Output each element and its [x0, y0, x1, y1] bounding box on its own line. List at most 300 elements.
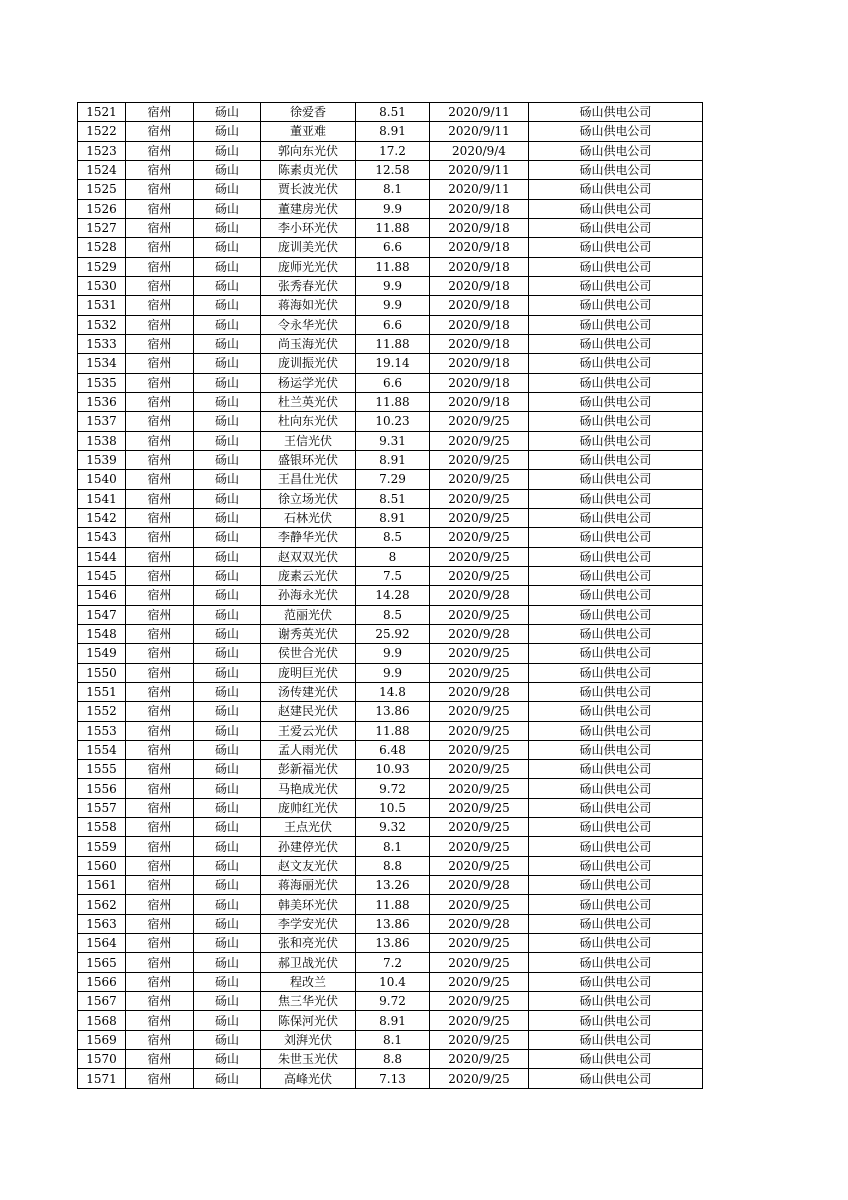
- county-cell: 砀山: [194, 450, 261, 469]
- company-cell: 砀山供电公司: [529, 334, 703, 353]
- city-cell: 宿州: [126, 354, 194, 373]
- owner-name-cell: 贾长波光伏: [261, 180, 356, 199]
- row-number-cell: 1555: [78, 760, 126, 779]
- date-cell: 2020/9/18: [430, 199, 529, 218]
- table-row: [78, 702, 703, 721]
- row-number-cell: 1558: [78, 818, 126, 837]
- capacity-cell: 9.72: [356, 992, 430, 1011]
- city-cell: 宿州: [126, 837, 194, 856]
- county-cell: 砀山: [194, 972, 261, 991]
- table-row: [78, 682, 703, 701]
- row-number-cell: 1571: [78, 1069, 126, 1088]
- date-cell: 2020/9/25: [430, 508, 529, 527]
- table-row: [78, 566, 703, 585]
- capacity-cell: 8.8: [356, 1050, 430, 1069]
- company-cell: 砀山供电公司: [529, 431, 703, 450]
- capacity-cell: 8.8: [356, 856, 430, 875]
- company-cell: 砀山供电公司: [529, 586, 703, 605]
- row-number-cell: 1532: [78, 315, 126, 334]
- table-row: [78, 392, 703, 411]
- county-cell: 砀山: [194, 837, 261, 856]
- city-cell: 宿州: [126, 624, 194, 643]
- company-cell: 砀山供电公司: [529, 1050, 703, 1069]
- row-number-cell: 1565: [78, 953, 126, 972]
- county-cell: 砀山: [194, 1050, 261, 1069]
- city-cell: 宿州: [126, 1069, 194, 1088]
- row-number-cell: 1529: [78, 257, 126, 276]
- date-cell: 2020/9/11: [430, 160, 529, 179]
- table-row: [78, 798, 703, 817]
- table-row: [78, 1011, 703, 1030]
- company-cell: 砀山供电公司: [529, 837, 703, 856]
- company-cell: 砀山供电公司: [529, 624, 703, 643]
- row-number-cell: 1563: [78, 914, 126, 933]
- city-cell: 宿州: [126, 122, 194, 141]
- date-cell: 2020/9/25: [430, 818, 529, 837]
- city-cell: 宿州: [126, 160, 194, 179]
- county-cell: 砀山: [194, 895, 261, 914]
- capacity-cell: 8.5: [356, 605, 430, 624]
- company-cell: 砀山供电公司: [529, 392, 703, 411]
- capacity-cell: 8.1: [356, 180, 430, 199]
- date-cell: 2020/9/18: [430, 334, 529, 353]
- date-cell: 2020/9/25: [430, 489, 529, 508]
- date-cell: 2020/9/28: [430, 682, 529, 701]
- row-number-cell: 1545: [78, 566, 126, 585]
- county-cell: 砀山: [194, 392, 261, 411]
- city-cell: 宿州: [126, 180, 194, 199]
- row-number-cell: 1559: [78, 837, 126, 856]
- capacity-cell: 13.26: [356, 876, 430, 895]
- company-cell: 砀山供电公司: [529, 895, 703, 914]
- county-cell: 砀山: [194, 702, 261, 721]
- date-cell: 2020/9/25: [430, 856, 529, 875]
- row-number-cell: 1548: [78, 624, 126, 643]
- owner-name-cell: 庞明巨光伏: [261, 663, 356, 682]
- city-cell: 宿州: [126, 334, 194, 353]
- table-row: [78, 315, 703, 334]
- company-cell: 砀山供电公司: [529, 663, 703, 682]
- row-number-cell: 1553: [78, 721, 126, 740]
- company-cell: 砀山供电公司: [529, 702, 703, 721]
- owner-name-cell: 焦三华光伏: [261, 992, 356, 1011]
- table-row: [78, 818, 703, 837]
- row-number-cell: 1524: [78, 160, 126, 179]
- county-cell: 砀山: [194, 315, 261, 334]
- owner-name-cell: 王昌仕光伏: [261, 470, 356, 489]
- city-cell: 宿州: [126, 547, 194, 566]
- city-cell: 宿州: [126, 876, 194, 895]
- table-row: [78, 721, 703, 740]
- company-cell: 砀山供电公司: [529, 1069, 703, 1088]
- capacity-cell: 9.9: [356, 663, 430, 682]
- county-cell: 砀山: [194, 876, 261, 895]
- table-row: [78, 141, 703, 160]
- county-cell: 砀山: [194, 238, 261, 257]
- owner-name-cell: 王信光伏: [261, 431, 356, 450]
- date-cell: 2020/9/18: [430, 218, 529, 237]
- owner-name-cell: 庞训振光伏: [261, 354, 356, 373]
- capacity-cell: 10.4: [356, 972, 430, 991]
- capacity-cell: 11.88: [356, 895, 430, 914]
- capacity-cell: 6.6: [356, 373, 430, 392]
- date-cell: 2020/9/25: [430, 528, 529, 547]
- date-cell: 2020/9/18: [430, 238, 529, 257]
- owner-name-cell: 李静华光伏: [261, 528, 356, 547]
- company-cell: 砀山供电公司: [529, 238, 703, 257]
- owner-name-cell: 赵双双光伏: [261, 547, 356, 566]
- owner-name-cell: 高峰光伏: [261, 1069, 356, 1088]
- city-cell: 宿州: [126, 605, 194, 624]
- county-cell: 砀山: [194, 721, 261, 740]
- city-cell: 宿州: [126, 528, 194, 547]
- company-cell: 砀山供电公司: [529, 103, 703, 122]
- row-number-cell: 1531: [78, 296, 126, 315]
- owner-name-cell: 张秀春光伏: [261, 276, 356, 295]
- capacity-cell: 17.2: [356, 141, 430, 160]
- owner-name-cell: 董建房光伏: [261, 199, 356, 218]
- table-row: [78, 160, 703, 179]
- capacity-cell: 8.91: [356, 450, 430, 469]
- city-cell: 宿州: [126, 470, 194, 489]
- capacity-cell: 7.5: [356, 566, 430, 585]
- date-cell: 2020/9/18: [430, 315, 529, 334]
- row-number-cell: 1561: [78, 876, 126, 895]
- city-cell: 宿州: [126, 740, 194, 759]
- date-cell: 2020/9/25: [430, 1011, 529, 1030]
- date-cell: 2020/9/25: [430, 837, 529, 856]
- city-cell: 宿州: [126, 276, 194, 295]
- company-cell: 砀山供电公司: [529, 296, 703, 315]
- date-cell: 2020/9/18: [430, 276, 529, 295]
- capacity-cell: 14.28: [356, 586, 430, 605]
- table-row: [78, 624, 703, 643]
- date-cell: 2020/9/25: [430, 760, 529, 779]
- row-number-cell: 1525: [78, 180, 126, 199]
- table-row: [78, 953, 703, 972]
- row-number-cell: 1570: [78, 1050, 126, 1069]
- date-cell: 2020/9/18: [430, 296, 529, 315]
- county-cell: 砀山: [194, 528, 261, 547]
- company-cell: 砀山供电公司: [529, 856, 703, 875]
- city-cell: 宿州: [126, 992, 194, 1011]
- table-row: [78, 856, 703, 875]
- table-row: [78, 508, 703, 527]
- city-cell: 宿州: [126, 702, 194, 721]
- city-cell: 宿州: [126, 760, 194, 779]
- row-number-cell: 1527: [78, 218, 126, 237]
- owner-name-cell: 庞素云光伏: [261, 566, 356, 585]
- date-cell: 2020/9/25: [430, 992, 529, 1011]
- county-cell: 砀山: [194, 663, 261, 682]
- table-row: [78, 779, 703, 798]
- city-cell: 宿州: [126, 141, 194, 160]
- capacity-cell: 9.32: [356, 818, 430, 837]
- county-cell: 砀山: [194, 779, 261, 798]
- county-cell: 砀山: [194, 760, 261, 779]
- owner-name-cell: 石林光伏: [261, 508, 356, 527]
- date-cell: 2020/9/25: [430, 431, 529, 450]
- county-cell: 砀山: [194, 489, 261, 508]
- company-cell: 砀山供电公司: [529, 934, 703, 953]
- capacity-cell: 7.29: [356, 470, 430, 489]
- date-cell: 2020/9/11: [430, 103, 529, 122]
- city-cell: 宿州: [126, 856, 194, 875]
- row-number-cell: 1543: [78, 528, 126, 547]
- owner-name-cell: 李学安光伏: [261, 914, 356, 933]
- date-cell: 2020/9/25: [430, 1030, 529, 1049]
- county-cell: 砀山: [194, 914, 261, 933]
- date-cell: 2020/9/28: [430, 876, 529, 895]
- city-cell: 宿州: [126, 798, 194, 817]
- date-cell: 2020/9/25: [430, 721, 529, 740]
- company-cell: 砀山供电公司: [529, 276, 703, 295]
- row-number-cell: 1544: [78, 547, 126, 566]
- owner-name-cell: 孟人雨光伏: [261, 740, 356, 759]
- row-number-cell: 1566: [78, 972, 126, 991]
- capacity-cell: 12.58: [356, 160, 430, 179]
- company-cell: 砀山供电公司: [529, 508, 703, 527]
- company-cell: 砀山供电公司: [529, 257, 703, 276]
- row-number-cell: 1564: [78, 934, 126, 953]
- company-cell: 砀山供电公司: [529, 818, 703, 837]
- city-cell: 宿州: [126, 953, 194, 972]
- date-cell: 2020/9/25: [430, 566, 529, 585]
- table-row: [78, 605, 703, 624]
- owner-name-cell: 汤传建光伏: [261, 682, 356, 701]
- owner-name-cell: 郝卫战光伏: [261, 953, 356, 972]
- city-cell: 宿州: [126, 644, 194, 663]
- table-row: [78, 1030, 703, 1049]
- company-cell: 砀山供电公司: [529, 876, 703, 895]
- capacity-cell: 25.92: [356, 624, 430, 643]
- owner-name-cell: 庞师光光伏: [261, 257, 356, 276]
- city-cell: 宿州: [126, 257, 194, 276]
- company-cell: 砀山供电公司: [529, 1030, 703, 1049]
- row-number-cell: 1538: [78, 431, 126, 450]
- table-row: [78, 296, 703, 315]
- county-cell: 砀山: [194, 1030, 261, 1049]
- city-cell: 宿州: [126, 1030, 194, 1049]
- owner-name-cell: 蒋海如光伏: [261, 296, 356, 315]
- county-cell: 砀山: [194, 470, 261, 489]
- county-cell: 砀山: [194, 605, 261, 624]
- capacity-cell: 7.13: [356, 1069, 430, 1088]
- row-number-cell: 1567: [78, 992, 126, 1011]
- capacity-cell: 6.6: [356, 238, 430, 257]
- owner-name-cell: 董亚难: [261, 122, 356, 141]
- table-row: [78, 489, 703, 508]
- county-cell: 砀山: [194, 682, 261, 701]
- capacity-cell: 10.93: [356, 760, 430, 779]
- owner-name-cell: 赵建民光伏: [261, 702, 356, 721]
- table-row: [78, 218, 703, 237]
- table-row: [78, 740, 703, 759]
- company-cell: 砀山供电公司: [529, 740, 703, 759]
- table-row: [78, 373, 703, 392]
- owner-name-cell: 程改兰: [261, 972, 356, 991]
- county-cell: 砀山: [194, 934, 261, 953]
- table-row: [78, 1069, 703, 1088]
- row-number-cell: 1522: [78, 122, 126, 141]
- date-cell: 2020/9/18: [430, 373, 529, 392]
- city-cell: 宿州: [126, 392, 194, 411]
- row-number-cell: 1528: [78, 238, 126, 257]
- owner-name-cell: 徐爱香: [261, 103, 356, 122]
- company-cell: 砀山供电公司: [529, 914, 703, 933]
- city-cell: 宿州: [126, 895, 194, 914]
- row-number-cell: 1536: [78, 392, 126, 411]
- owner-name-cell: 令永华光伏: [261, 315, 356, 334]
- county-cell: 砀山: [194, 257, 261, 276]
- table-row: [78, 180, 703, 199]
- table-row: [78, 972, 703, 991]
- table-row: [78, 431, 703, 450]
- owner-name-cell: 张和亮光伏: [261, 934, 356, 953]
- city-cell: 宿州: [126, 1011, 194, 1030]
- capacity-cell: 9.9: [356, 296, 430, 315]
- city-cell: 宿州: [126, 972, 194, 991]
- county-cell: 砀山: [194, 218, 261, 237]
- date-cell: 2020/9/25: [430, 798, 529, 817]
- date-cell: 2020/9/25: [430, 470, 529, 489]
- county-cell: 砀山: [194, 103, 261, 122]
- capacity-cell: 9.9: [356, 276, 430, 295]
- county-cell: 砀山: [194, 1069, 261, 1088]
- city-cell: 宿州: [126, 508, 194, 527]
- row-number-cell: 1568: [78, 1011, 126, 1030]
- capacity-cell: 11.88: [356, 334, 430, 353]
- company-cell: 砀山供电公司: [529, 412, 703, 431]
- row-number-cell: 1534: [78, 354, 126, 373]
- company-cell: 砀山供电公司: [529, 605, 703, 624]
- capacity-cell: 14.8: [356, 682, 430, 701]
- owner-name-cell: 尚玉海光伏: [261, 334, 356, 353]
- county-cell: 砀山: [194, 508, 261, 527]
- county-cell: 砀山: [194, 1011, 261, 1030]
- capacity-cell: 8.91: [356, 1011, 430, 1030]
- owner-name-cell: 彭新福光伏: [261, 760, 356, 779]
- county-cell: 砀山: [194, 160, 261, 179]
- row-number-cell: 1562: [78, 895, 126, 914]
- capacity-cell: 8.1: [356, 837, 430, 856]
- date-cell: 2020/9/25: [430, 895, 529, 914]
- county-cell: 砀山: [194, 276, 261, 295]
- city-cell: 宿州: [126, 1050, 194, 1069]
- county-cell: 砀山: [194, 566, 261, 585]
- capacity-cell: 8.91: [356, 122, 430, 141]
- date-cell: 2020/9/25: [430, 450, 529, 469]
- city-cell: 宿州: [126, 489, 194, 508]
- company-cell: 砀山供电公司: [529, 953, 703, 972]
- date-cell: 2020/9/25: [430, 412, 529, 431]
- company-cell: 砀山供电公司: [529, 354, 703, 373]
- owner-name-cell: 陈素贞光伏: [261, 160, 356, 179]
- county-cell: 砀山: [194, 644, 261, 663]
- county-cell: 砀山: [194, 141, 261, 160]
- table-row: [78, 895, 703, 914]
- owner-name-cell: 孙海永光伏: [261, 586, 356, 605]
- table-row: [78, 992, 703, 1011]
- capacity-cell: 13.86: [356, 934, 430, 953]
- owner-name-cell: 盛银环光伏: [261, 450, 356, 469]
- table-row: [78, 876, 703, 895]
- capacity-cell: 9.9: [356, 644, 430, 663]
- capacity-cell: 8.51: [356, 489, 430, 508]
- owner-name-cell: 谢秀英光伏: [261, 624, 356, 643]
- capacity-cell: 6.48: [356, 740, 430, 759]
- table-row: [78, 257, 703, 276]
- city-cell: 宿州: [126, 914, 194, 933]
- company-cell: 砀山供电公司: [529, 721, 703, 740]
- table-row: [78, 450, 703, 469]
- county-cell: 砀山: [194, 624, 261, 643]
- table-row: [78, 334, 703, 353]
- city-cell: 宿州: [126, 103, 194, 122]
- table-row: [78, 914, 703, 933]
- county-cell: 砀山: [194, 740, 261, 759]
- capacity-cell: 9.72: [356, 779, 430, 798]
- table-row: [78, 103, 703, 122]
- capacity-cell: 13.86: [356, 914, 430, 933]
- company-cell: 砀山供电公司: [529, 528, 703, 547]
- owner-name-cell: 郭向东光伏: [261, 141, 356, 160]
- date-cell: 2020/9/25: [430, 644, 529, 663]
- row-number-cell: 1530: [78, 276, 126, 295]
- city-cell: 宿州: [126, 934, 194, 953]
- city-cell: 宿州: [126, 296, 194, 315]
- company-cell: 砀山供电公司: [529, 798, 703, 817]
- table-row: [78, 412, 703, 431]
- date-cell: 2020/9/28: [430, 914, 529, 933]
- owner-name-cell: 杜向东光伏: [261, 412, 356, 431]
- county-cell: 砀山: [194, 856, 261, 875]
- table-row: [78, 663, 703, 682]
- date-cell: 2020/9/28: [430, 586, 529, 605]
- city-cell: 宿州: [126, 682, 194, 701]
- table-row: [78, 586, 703, 605]
- owner-name-cell: 刘湃光伏: [261, 1030, 356, 1049]
- date-cell: 2020/9/18: [430, 354, 529, 373]
- city-cell: 宿州: [126, 199, 194, 218]
- capacity-cell: 13.86: [356, 702, 430, 721]
- date-cell: 2020/9/4: [430, 141, 529, 160]
- date-cell: 2020/9/25: [430, 740, 529, 759]
- company-cell: 砀山供电公司: [529, 180, 703, 199]
- table-row: [78, 199, 703, 218]
- county-cell: 砀山: [194, 818, 261, 837]
- company-cell: 砀山供电公司: [529, 470, 703, 489]
- company-cell: 砀山供电公司: [529, 547, 703, 566]
- company-cell: 砀山供电公司: [529, 450, 703, 469]
- city-cell: 宿州: [126, 586, 194, 605]
- owner-name-cell: 蒋海丽光伏: [261, 876, 356, 895]
- owner-name-cell: 庞训美光伏: [261, 238, 356, 257]
- county-cell: 砀山: [194, 992, 261, 1011]
- owner-name-cell: 徐立场光伏: [261, 489, 356, 508]
- county-cell: 砀山: [194, 122, 261, 141]
- owner-name-cell: 侯世合光伏: [261, 644, 356, 663]
- row-number-cell: 1550: [78, 663, 126, 682]
- row-number-cell: 1541: [78, 489, 126, 508]
- city-cell: 宿州: [126, 373, 194, 392]
- county-cell: 砀山: [194, 354, 261, 373]
- row-number-cell: 1552: [78, 702, 126, 721]
- company-cell: 砀山供电公司: [529, 122, 703, 141]
- date-cell: 2020/9/18: [430, 392, 529, 411]
- owner-name-cell: 范丽光伏: [261, 605, 356, 624]
- capacity-cell: 8.51: [356, 103, 430, 122]
